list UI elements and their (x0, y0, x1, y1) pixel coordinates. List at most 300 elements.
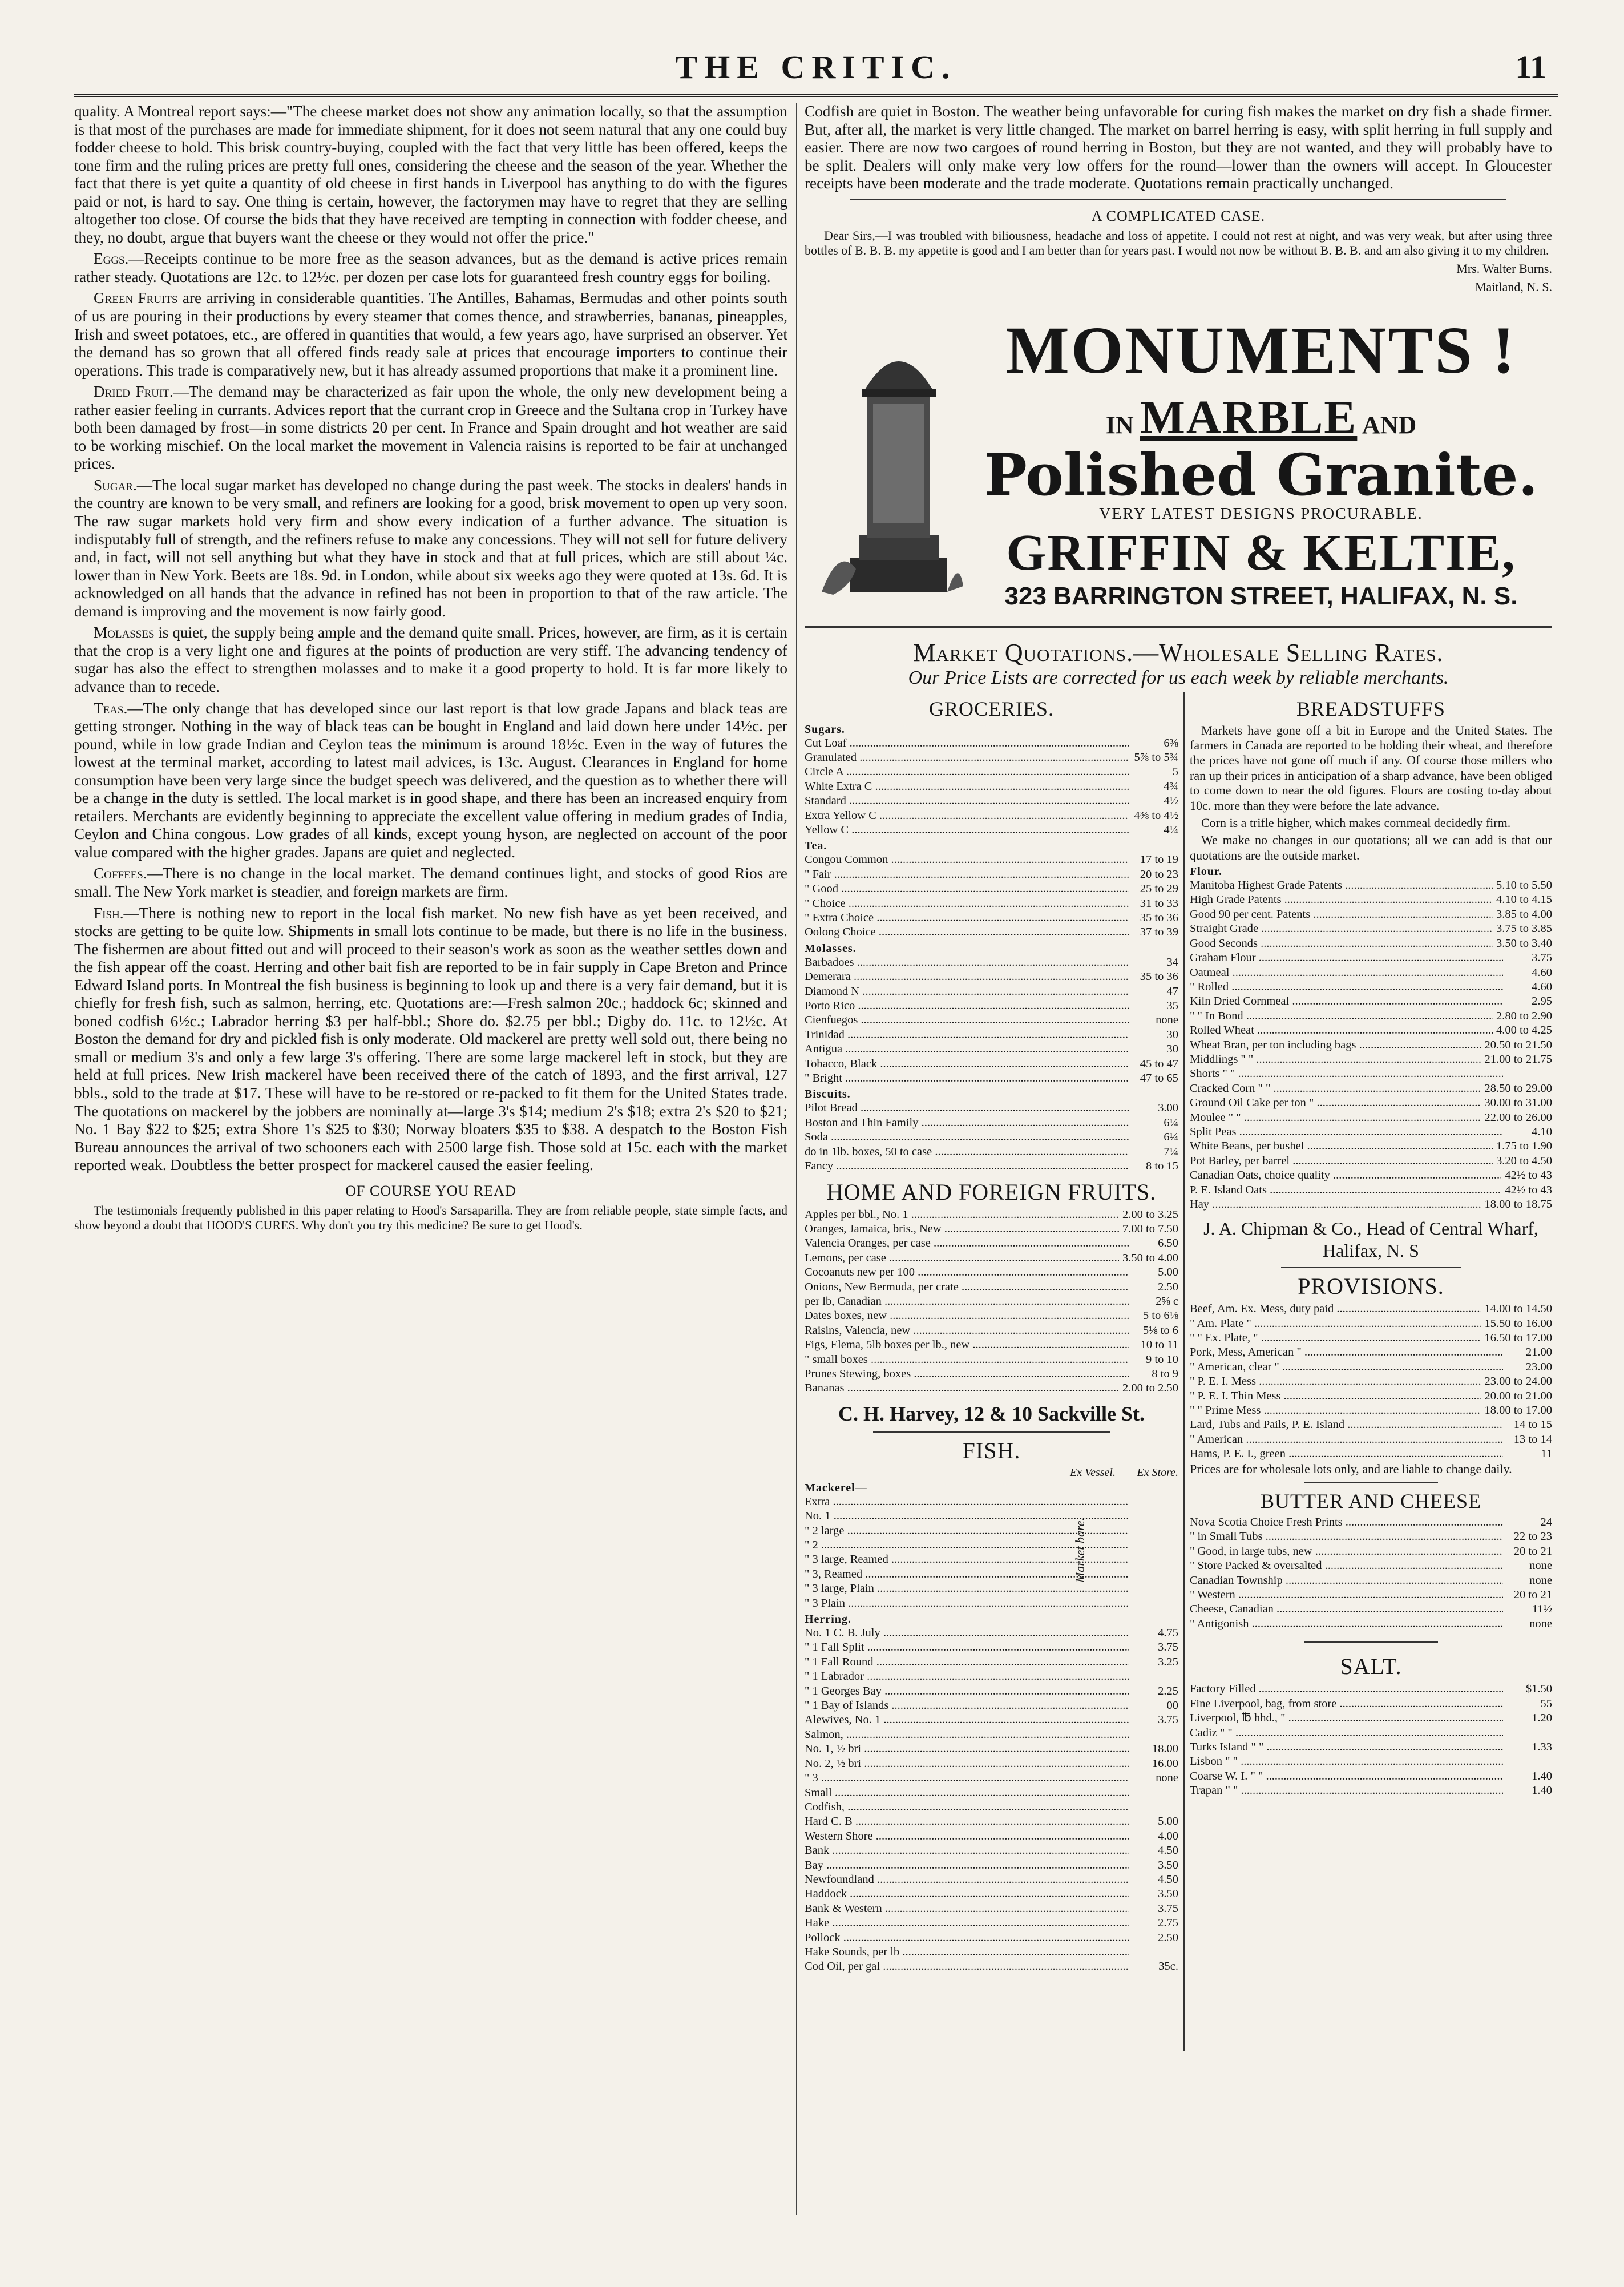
fish-text: —There is nothing new to report in the local fish market. No new fish have as yet been received, and stocks are getting to be quite low. Shipments in small lots continue to be made, but there is no life in the business. The fishermen are about fitted out and will proceed to their season's work as soon as the weather settles down and the fish appear off the coast. Herring and other bait fish are reported to be in fair supply in Cape Breton and Prince Edward Island ports. In Montreal the fish business is beginning to look up and there is a very fair demand, but it is chiefly for fresh fish, such as salmon, herring, etc. Quotations are:—Fresh salmon 20c.; haddock 6c; skinned and boned codfish 6½c.; Labrador herring $3 per half-bbl.; Shore do. $2.75 per bbl.; Digby do. 11c. to 12½c. At Boston the demand for dry and pickled fish is only moderate. Old mackerel are pretty well sold out, there being no small or medium 3's and only a few large 3's offering. There are some large mackerel left in stock, but they are held at full prices. New Irish mackerel have been received there of the catch of 1893, and the first arrival, 127 bbls., sold to the trade at $17. These will have to be re-stored or re-packed to fit them for the United States trade. The quotations on mackerel by the jobbers are nominally at—large 3's $14; medium 2's $18; extra 2's $20 to $21; No. 1 Bay $22 to $25; extra Shore 1's $25 to $30; Norway bloaters $35 to $38. A despatch to the Boston Fish Bureau announces the arrival of two schooners each with 2500 large fish. Those sold at 15c. each with the market reported weak. Doubtless the better prospect for mackerel caused the easier feeling. (74, 904, 787, 1174)
price-row (805, 1916, 1178, 1930)
item-price: none (1156, 1014, 1178, 1027)
item-name: " Rolled ..... (1190, 980, 1503, 994)
item-price: 17 to 19 (1140, 853, 1178, 866)
price-row (1190, 1617, 1552, 1631)
price-row (1190, 1154, 1552, 1168)
item-price: 5.00 (1158, 1815, 1178, 1828)
price-row (1190, 1345, 1552, 1360)
item-price: 4¼ (1164, 823, 1178, 836)
item-name: Cienfuegos ..... (805, 1013, 1129, 1027)
item-price: 2.75 (1158, 1917, 1178, 1930)
item-price: 00 (1166, 1699, 1178, 1712)
item-name: Nova Scotia Choice Fresh Prints ..... (1190, 1515, 1503, 1530)
item-name: " 1 Bay of Islands ..... (805, 1699, 1129, 1713)
price-row (1190, 893, 1552, 907)
item-name: Middlings " " ..... (1190, 1052, 1481, 1067)
price-row (1190, 1125, 1552, 1139)
item-name: Lemons, per case ..... (805, 1251, 1119, 1265)
item-name: P. E. Island Oats ..... (1190, 1183, 1501, 1197)
price-row (805, 1294, 1178, 1309)
item-price (1129, 1728, 1178, 1742)
item-price: 1.33 (1532, 1740, 1552, 1753)
item-price: 3.20 to 4.50 (1496, 1154, 1552, 1167)
item-price (1129, 1786, 1178, 1800)
price-row (1190, 1754, 1552, 1769)
item-name: " " In Bond ..... (1190, 1009, 1493, 1023)
item-price (1503, 1067, 1552, 1081)
in-word: IN (1105, 410, 1134, 439)
green-fruits-text: are arriving in considerable quantities. The Antilles, Bahamas, Bermudas and other points south of us are pouring in their productions by every steamer that comes thence, and strawberries, bananas, pineapples, Irish and sweet potatoes, etc., are offered in quantities that would, a few years ago, have surprised an observer. Yet the demand has so grown that all offered finds ready sale at prices that encourage importers to continue their operations. This trade is comparatively new, but it has already assumed proportions that make it a prominent line. (74, 289, 787, 379)
price-row (1190, 1038, 1552, 1052)
item-price (1129, 1596, 1178, 1611)
item-name: " P. E. I. Mess ..... (1190, 1374, 1481, 1389)
price-row (1190, 1682, 1552, 1696)
item-name: " Extra Choice ..... (805, 911, 1129, 925)
item-name: Bank & Western ..... (805, 1902, 1129, 1916)
molasses-text: is quiet, the supply being ample and the demand quite small. Prices, however, are firm, as it is certain that the crop is a very light one and figures at the points of production are very stiff. The advancing tendency of sugar has also the effect to strengthen molasses and to make it a good property to hold. It is far more likely to advance than to recede. (74, 624, 787, 695)
item-name: Good Seconds ..... (1190, 937, 1493, 951)
item-name: " small boxes ..... (805, 1353, 1129, 1367)
price-row (805, 853, 1178, 867)
item-price: 5⅞ to 5¾ (1134, 751, 1178, 764)
item-price: 35 to 36 (1140, 911, 1178, 925)
item-price (1129, 1495, 1178, 1509)
item-price: 16.00 (1152, 1757, 1178, 1770)
item-name: Split Peas ..... (1190, 1125, 1503, 1139)
item-price: 5.10 to 5.50 (1496, 879, 1552, 892)
item-name: " 1 Georges Bay ..... (805, 1684, 1129, 1699)
item-price: 35 (1166, 999, 1178, 1013)
item-price: 18.00 (1152, 1743, 1178, 1756)
item-price: none (1529, 1617, 1552, 1630)
price-row (1190, 1726, 1552, 1740)
item-name: Trinidad ..... (805, 1028, 1129, 1042)
item-price: 20 to 21 (1513, 1588, 1552, 1602)
item-price: 4.75 (1158, 1627, 1178, 1640)
item-price: 13 to 14 (1513, 1433, 1552, 1446)
item-name: Standard ..... (805, 794, 1129, 808)
item-name: Dates boxes, new ..... (805, 1309, 1129, 1323)
price-row (805, 1902, 1178, 1916)
item-price: 23.00 (1525, 1360, 1552, 1373)
item-name: per lb, Canadian ..... (805, 1294, 1129, 1309)
price-row (805, 765, 1178, 779)
price-row (1190, 1168, 1552, 1183)
price-row (805, 1757, 1178, 1771)
item-price: 21.00 (1525, 1346, 1552, 1359)
item-price: 2.50 (1158, 1931, 1178, 1944)
price-row (805, 1338, 1178, 1352)
price-row (805, 1771, 1178, 1785)
monuments-advertisement (805, 305, 1552, 628)
item-price: 11 (1541, 1447, 1552, 1461)
flour-label: Flour. (1190, 865, 1222, 878)
item-name: Beef, Am. Ex. Mess, duty paid ..... (1190, 1302, 1481, 1316)
item-price: 16.50 to 17.00 (1484, 1332, 1552, 1344)
item-name: " " Ex. Plate, " ..... (1190, 1331, 1481, 1345)
item-price: 14.00 to 14.50 (1484, 1302, 1552, 1316)
price-row (805, 1280, 1178, 1294)
price-row (1190, 1433, 1552, 1447)
price-row (805, 1367, 1178, 1381)
price-row (1190, 1052, 1552, 1067)
item-price: 3.85 to 4.00 (1496, 907, 1552, 921)
item-price: 20.50 to 21.50 (1484, 1038, 1552, 1051)
item-name: Oatmeal ..... (1190, 966, 1503, 980)
item-price: 8 to 15 (1146, 1160, 1178, 1173)
marble-word: MARBLE (1140, 390, 1358, 444)
item-name: Canadian Oats, choice quality ..... (1190, 1168, 1501, 1183)
mackerel-label: Mackerel— (805, 1481, 867, 1494)
price-row (805, 1873, 1178, 1887)
item-price (1129, 1538, 1178, 1552)
item-name: Haddock ..... (805, 1887, 1129, 1901)
price-row (1190, 1740, 1552, 1754)
item-price: 4.00 (1158, 1829, 1178, 1842)
item-name: Granulated ..... (805, 751, 1129, 765)
price-row (1190, 1530, 1552, 1544)
item-price: 14 to 15 (1513, 1418, 1552, 1431)
item-name: Alewives, No. 1 ..... (805, 1713, 1129, 1727)
herring-list (805, 1626, 1178, 1974)
item-name: Boston and Thin Family ..... (805, 1116, 1129, 1130)
price-row (805, 1495, 1178, 1509)
item-price: $1.50 (1525, 1683, 1552, 1696)
price-row (805, 1013, 1178, 1027)
price-row (1190, 1067, 1552, 1081)
item-name: " Antigonish ..... (1190, 1617, 1503, 1631)
codfish-paragraph: Codfish are quiet in Boston. The weather being unfavorable for curing fish makes the market on dry fish a shade firmer. But, after all, the market is very little changed. The market on barrel herring is easy, with split herring in full supply and easier. There are now two cargoes of round herring in Boston, but they are not wanted, and they will probably have to be split. Dealers will only make very low offers for the round—lower than the owners will accept. In Gloucester receipts have been moderate and the trade moderate. Quotations remain practically unchanged. (805, 103, 1552, 192)
molasses-paragraph (74, 624, 787, 696)
monument-illustration (816, 329, 964, 598)
item-name: Codfish, ..... (805, 1800, 1129, 1814)
price-row (805, 1265, 1178, 1280)
item-name: " 1 Fall Split ..... (805, 1640, 1129, 1655)
fruit-dealer: C. H. Harvey, 12 & 10 Sackville St. (838, 1402, 1145, 1425)
price-row (1190, 1197, 1552, 1212)
price-row (805, 1324, 1178, 1338)
price-row (805, 1208, 1178, 1222)
price-row (805, 897, 1178, 911)
price-row (1190, 907, 1552, 922)
item-name: Turks Island " " ..... (1190, 1740, 1503, 1754)
ex-store-header: Ex Store. (1137, 1466, 1178, 1479)
item-price: 1.40 (1532, 1784, 1552, 1797)
price-row (1190, 1574, 1552, 1588)
item-name: Raisins, Valencia, new ..... (805, 1324, 1129, 1338)
price-row (805, 925, 1178, 939)
item-price: 1.20 (1532, 1712, 1552, 1725)
item-name: Figs, Elema, 5lb boxes per lb., new ..... (805, 1338, 1129, 1352)
butter-heading: BUTTER AND CHEESE (1260, 1490, 1481, 1513)
price-row (805, 1130, 1178, 1144)
item-price: 4.60 (1532, 966, 1552, 979)
item-name: " American ..... (1190, 1433, 1503, 1447)
item-name: Extra Yellow C ..... (805, 809, 1129, 823)
price-row (805, 1786, 1178, 1800)
price-row (805, 1145, 1178, 1159)
item-name: Kiln Dried Cornmeal ..... (1190, 994, 1503, 1009)
price-row (805, 1028, 1178, 1042)
item-name: " Choice ..... (805, 897, 1129, 911)
item-price: 4.10 (1532, 1125, 1552, 1138)
advertisement-text (970, 312, 1552, 611)
item-price (1129, 1509, 1178, 1523)
fish-table-heading: FISH. (962, 1437, 1021, 1463)
item-price: 2.00 to 3.25 (1122, 1208, 1178, 1221)
item-price: 3.75 (1158, 1713, 1178, 1727)
item-price: 7¼ (1164, 1145, 1178, 1158)
price-row (805, 1309, 1178, 1323)
item-name: Tobacco, Black ..... (805, 1057, 1129, 1071)
provisions-list (1190, 1302, 1552, 1461)
market-quotations-subtitle: Our Price Lists are corrected for us each week by reliable merchants. (908, 667, 1449, 688)
item-price: 42½ to 43 (1505, 1169, 1552, 1182)
price-row (1190, 1515, 1552, 1530)
item-name: Bay ..... (805, 1858, 1129, 1873)
firm-address: 323 BARRINGTON STREET, HALIFAX, N. S. (1004, 582, 1518, 610)
item-price: 20 to 21 (1513, 1544, 1552, 1558)
item-price: 4¾ (1164, 780, 1178, 793)
price-row (805, 1353, 1178, 1367)
sugar-text: —The local sugar market has developed no change during the past week. The stocks in dealers' hands in the country are known to be very small, and refiners are looking for a good, brisk movement to open up very soon. The raw sugar markets hold very firm and show every indication of a further advance. The situation is indisputably full of strength, and the refiners refuse to make any concessions. They will not sell for future delivery and, in fact, will not sell anything but what they have in stock and that at full prices, which are still about ¼c. lower than in New York. Beets are 18s. 9d. in London, while about six weeks ago they were quoted at 13s. 6d. It is acknowledged on all hands that the advance in refined has not been in proportion to that of the raw article. The demand is improving and the movement is now fairly good. (74, 476, 787, 620)
price-row (1190, 1139, 1552, 1153)
item-name: Hay ..... (1190, 1197, 1481, 1212)
item-name: Hake ..... (805, 1916, 1129, 1930)
item-price: 2.25 (1158, 1684, 1178, 1697)
item-name: " 3 Plain ..... (805, 1596, 1129, 1611)
price-row (805, 1800, 1178, 1814)
item-name: Manitoba Highest Grade Patents ..... (1190, 878, 1493, 893)
price-row (805, 1640, 1178, 1655)
item-price: 31 to 33 (1140, 897, 1178, 910)
item-name: " 2 large ..... (805, 1524, 1129, 1538)
breadstuffs-heading: BREADSTUFFS (1296, 697, 1446, 720)
item-name: Graham Flour ..... (1190, 951, 1503, 965)
item-price: 22 to 23 (1513, 1530, 1552, 1543)
price-row (1190, 994, 1552, 1009)
price-row (1190, 1331, 1552, 1345)
item-price: 47 to 65 (1140, 1072, 1178, 1085)
price-row (1190, 1697, 1552, 1711)
breadstuffs-note-2: Corn is a trifle higher, which makes cornmeal decidedly firm. (1201, 815, 1511, 830)
item-price: 3.75 to 3.85 (1496, 922, 1552, 935)
eggs-text: —Receipts continue to be more free as the season advances, but as the demand is active prices remain rather steady. Quotations are 12c. to 12½c. per dozen per case lots for guaranteed fresh country eggs for boiling. (74, 250, 787, 285)
cheese-paragraph: quality. A Montreal report says:—"The cheese market does not show any animation locally, so that the assumption is that most of the purchases are made for immediate shipment, for it does not seem natural that any one could buy fodder cheese to hold. This brisk country-buying, coupled with the fact that very little has been offered, keeps the tone firm and the ruling prices are pretty full ones, considering the cheese and the season of the year. Whether the fact that there is yet quite a quantity of old cheese in first hands in Liverpool has anything to do with the figures paid or not, is hard to say. One thing is certain, however, the factorymen may have to regret that they are selling altogether too close. Of course the bids that they have received are tempting in connection with fodder cheese, and they, no doubt, argue that buyers want the cheese or they would not offer the price." (74, 103, 787, 246)
price-row (805, 1071, 1178, 1086)
item-price: 20.00 to 21.00 (1484, 1389, 1552, 1402)
price-row (805, 1829, 1178, 1844)
price-row (1190, 1360, 1552, 1374)
price-row (1190, 1082, 1552, 1096)
item-name: " 3 ..... (805, 1771, 1129, 1785)
item-name: Western Shore ..... (805, 1829, 1129, 1844)
item-name: Hard C. B ..... (805, 1814, 1129, 1829)
price-row (1190, 966, 1552, 980)
column-divider (796, 103, 797, 2215)
fruits-list (805, 1208, 1178, 1396)
teas-text: —The only change that has developed since our last report is that low grade Japans and black teas are getting stronger. Nothing in the way of black teas can be bought in England and laid down here under 14½c. per pound, while in low grade Indian and Ceylon teas the minimum is around 18½c. Even in the way of futures the lowest at the terminal market, according to latest mail advices, is 13c. August. Clearances in England for home consumption have been very large since the budget speech was delivered, and the question as to whether there will be a change in the duty is settled. The local market is in good shape, and there has been an increased enquiry from retailers. Merchants are evidently beginning to appreciate the excellent value offering in medium grades of India, Ceylon and China congous. Low grades of all kinds, except young hyson, are neglected on account of the poor value compared with the higher grades. Japans are quiet and neglected. (74, 699, 787, 861)
item-price: 5⅛ to 6 (1142, 1324, 1178, 1337)
item-name: Lard, Tubs and Pails, P. E. Island ..... (1190, 1418, 1503, 1432)
item-name: " Western ..... (1190, 1588, 1503, 1602)
item-price: none (1529, 1574, 1552, 1587)
price-row (805, 1582, 1178, 1596)
and-word: AND (1362, 410, 1417, 439)
item-price: 21.00 to 21.75 (1484, 1052, 1552, 1066)
sugars-list (805, 736, 1178, 838)
price-row (805, 1887, 1178, 1901)
price-row (1190, 1111, 1552, 1125)
item-name: Oranges, Jamaica, bris., New ..... (805, 1222, 1119, 1236)
price-row (805, 1684, 1178, 1699)
flour-list (1190, 878, 1552, 1212)
fruit-rule (873, 1431, 1110, 1433)
item-price: 35c. (1158, 1960, 1178, 1973)
price-row (805, 1742, 1178, 1756)
item-name: " 2 ..... (805, 1538, 1129, 1552)
price-row (805, 1057, 1178, 1071)
item-price: 30.00 to 31.00 (1484, 1096, 1552, 1110)
item-price: 3.00 (1158, 1102, 1178, 1115)
price-row (805, 823, 1178, 837)
price-row (1190, 1389, 1552, 1403)
market-left-column (805, 692, 1178, 1974)
item-name: " 1 Labrador ..... (805, 1669, 1129, 1684)
item-price: 4.60 (1532, 980, 1552, 993)
price-row (805, 1858, 1178, 1873)
item-name: Cocoanuts new per 100 ..... (805, 1265, 1129, 1280)
item-name: " Good ..... (805, 882, 1129, 896)
item-price: 4½ (1164, 794, 1178, 808)
page-number: 11 (1515, 49, 1546, 86)
item-price: 23.00 to 24.00 (1484, 1375, 1552, 1388)
item-name: Pollock ..... (805, 1931, 1129, 1945)
item-price: 22.00 to 26.00 (1484, 1111, 1552, 1124)
item-price (1129, 1945, 1178, 1959)
item-price: 5 to 6⅛ (1142, 1309, 1178, 1322)
item-price: 30 (1166, 1043, 1178, 1056)
item-name: Ground Oil Cake per ton " ..... (1190, 1096, 1481, 1110)
item-price: 15.50 to 16.00 (1484, 1317, 1552, 1330)
item-name: Straight Grade ..... (1190, 922, 1493, 936)
price-row (1190, 1711, 1552, 1725)
item-price: 5.00 (1158, 1266, 1178, 1279)
biscuits-list (805, 1101, 1178, 1173)
fish-heading: Fish. (94, 904, 124, 922)
price-row (805, 1945, 1178, 1959)
price-row (805, 809, 1178, 823)
green-fruits-paragraph (74, 289, 787, 380)
marble-line (970, 390, 1552, 445)
price-row (805, 1042, 1178, 1056)
salt-list (1190, 1682, 1552, 1798)
groceries-heading: GROCERIES. (928, 697, 1055, 720)
item-price: 2.95 (1532, 995, 1552, 1008)
provisions-heading: PROVISIONS. (1298, 1273, 1444, 1300)
item-price: 35 to 36 (1140, 970, 1178, 983)
item-name: Hake Sounds, per lb ..... (805, 1945, 1129, 1959)
item-name: Bananas ..... (805, 1381, 1119, 1395)
price-row (1190, 1183, 1552, 1197)
ex-vessel-header: Ex Vessel. (1070, 1466, 1116, 1479)
item-price (1129, 1800, 1178, 1814)
item-name: Fancy ..... (805, 1159, 1129, 1173)
item-price: 47 (1166, 985, 1178, 998)
item-name: Wheat Bran, per ton including bags ..... (1190, 1038, 1481, 1052)
dried-fruit-paragraph (74, 383, 787, 473)
item-name: Cracked Corn " " ..... (1190, 1082, 1481, 1096)
testimonial-signature: Mrs. Walter Burns. (1456, 261, 1552, 276)
monuments-headline: MONUMENTS ! (1005, 312, 1517, 388)
item-price (1129, 1669, 1178, 1684)
price-row (805, 1236, 1178, 1251)
item-name: No. 1 C. B. July ..... (805, 1626, 1129, 1640)
item-price: 7.00 to 7.50 (1122, 1222, 1178, 1235)
price-row (805, 1251, 1178, 1265)
coffees-text: —There is no change in the local market. The demand continues light, and stocks of good Rios are small. The New York market is steadier, and foreign markets are firm. (74, 865, 787, 900)
item-name: Prunes Stewing, boxes ..... (805, 1367, 1129, 1381)
newspaper-title: THE CRITIC. (675, 49, 957, 86)
item-name: Diamond N ..... (805, 985, 1129, 999)
item-name: Extra ..... (805, 1495, 1129, 1509)
item-price (1129, 1552, 1178, 1567)
price-row (1190, 1096, 1552, 1110)
price-row (805, 911, 1178, 925)
price-row (1190, 980, 1552, 994)
provisions-note: Prices are for wholesale lots only, and are liable to change daily. (1190, 1461, 1512, 1476)
price-row (805, 1101, 1178, 1115)
price-row (1190, 1023, 1552, 1038)
section-rule (850, 199, 1506, 200)
item-name: Shorts " " ..... (1190, 1067, 1503, 1081)
item-price: 3.50 to 3.40 (1496, 937, 1552, 950)
item-name: Coarse W. I. " " ..... (1190, 1769, 1503, 1784)
green-fruits-heading: Green Fruits (94, 289, 178, 307)
mackerel-list (805, 1495, 1178, 1611)
price-row (1190, 937, 1552, 951)
fish-column-headers (805, 1466, 1178, 1479)
item-name: " 3 large, Reamed ..... (805, 1552, 1129, 1567)
item-name: No. 1 ..... (805, 1509, 1129, 1523)
item-name: Pot Barley, per barrel ..... (1190, 1154, 1493, 1168)
bread-rule (1281, 1267, 1461, 1268)
butter-list (1190, 1515, 1552, 1631)
masthead (74, 34, 1558, 97)
price-row (1190, 922, 1552, 936)
item-name: Oolong Choice ..... (805, 925, 1129, 939)
price-row (805, 751, 1178, 765)
bread-dealer: J. A. Chipman & Co., Head of Central Wharf, Halifax, N. S (1203, 1218, 1538, 1261)
item-price (1503, 1754, 1552, 1769)
item-price: 11½ (1532, 1603, 1552, 1616)
price-row (805, 868, 1178, 882)
herring-label: Herring. (805, 1613, 851, 1626)
item-name: Barbadoes ..... (805, 955, 1129, 970)
coffees-heading: Coffees. (94, 865, 147, 882)
price-row (805, 1669, 1178, 1684)
item-price: 42½ to 43 (1505, 1183, 1552, 1196)
item-name: " Fair ..... (805, 868, 1129, 882)
molasses-list (805, 955, 1178, 1086)
item-name: Salmon, ..... (805, 1728, 1129, 1742)
price-row (1190, 1588, 1552, 1602)
item-name: Circle A ..... (805, 765, 1129, 779)
item-price: 6.50 (1158, 1237, 1178, 1250)
price-row (805, 999, 1178, 1013)
masthead-rule (74, 94, 1558, 97)
teas-heading: Teas. (94, 699, 128, 717)
